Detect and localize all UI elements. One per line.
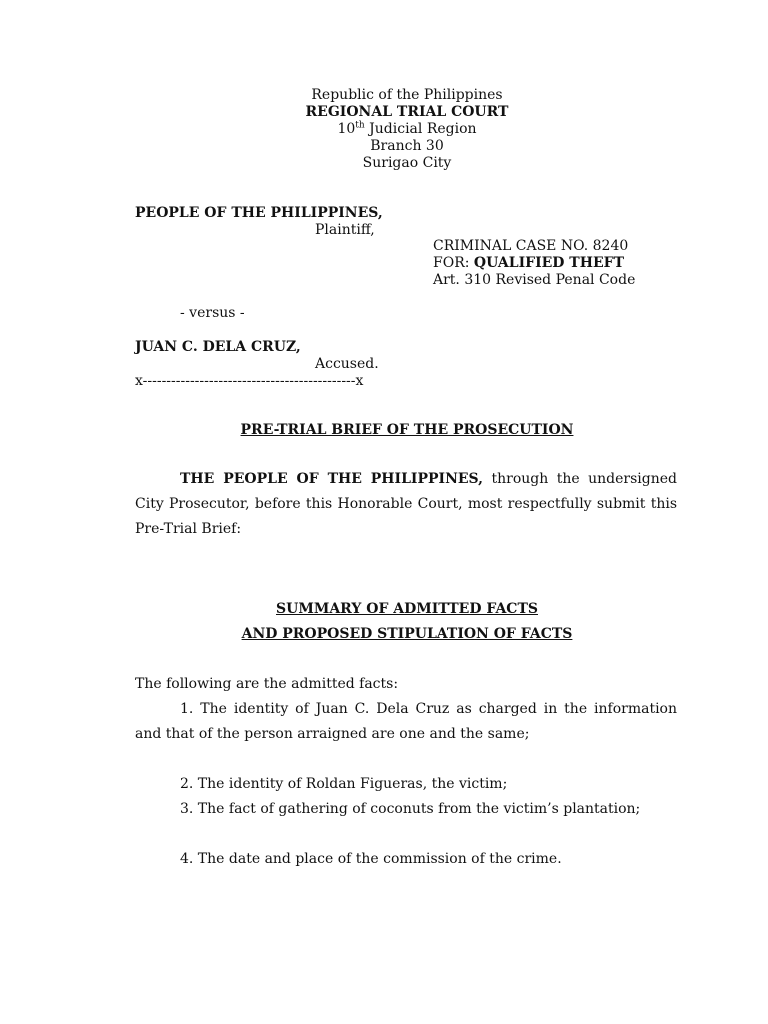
fact-item-3: 3. The fact of gathering of coconuts from the victim’s plantation; — [180, 801, 641, 817]
plaintiff-name: PEOPLE OF THE PHILIPPINES, — [135, 205, 383, 221]
fact-item-2: 2. The identity of Roldan Figueras, the victim; — [180, 776, 508, 792]
intro-paragraph — [135, 467, 677, 542]
intro-text: through the undersigned City Prosecutor, before this Honorable Court, most respectfully submit this Pre-Trial Brief: — [135, 471, 678, 537]
document-title: PRE-TRIAL BRIEF OF THE PROSECUTION — [240, 422, 574, 438]
region-superscript: th — [355, 120, 365, 131]
caption-separator: x---------------------------------------------x — [135, 373, 364, 389]
for-label: FOR: — [433, 255, 474, 271]
header-region — [0, 121, 768, 138]
facts-lead: The following are the admitted facts: — [135, 676, 399, 692]
fact-item-1: 1. The identity of Juan C. Dela Cruz as charged in the information and that of the person arraigned are one and the same; — [135, 701, 677, 742]
intro-bold-lead: THE PEOPLE OF THE PHILIPPINES, — [180, 471, 484, 487]
accused-role: Accused. — [315, 356, 379, 372]
header-city: Surigao City — [362, 155, 452, 171]
region-number: 10 — [337, 121, 356, 137]
region-text: Judicial Region — [364, 121, 477, 137]
fact-item-4: 4. The date and place of the commission of the crime. — [180, 851, 562, 867]
case-offense — [433, 255, 624, 272]
header-court: REGIONAL TRIAL COURT — [305, 104, 509, 120]
versus: - versus - — [180, 305, 245, 321]
offense-name: QUALIFIED THEFT — [473, 255, 624, 271]
header-republic: Republic of the Philippines — [311, 87, 503, 103]
case-article: Art. 310 Revised Penal Code — [433, 272, 636, 288]
accused-name: JUAN C. DELA CRUZ, — [135, 339, 301, 355]
plaintiff-role: Plaintiff, — [315, 222, 375, 238]
section-heading-line1: SUMMARY OF ADMITTED FACTS — [276, 601, 538, 617]
header-branch: Branch 30 — [370, 138, 444, 154]
section-heading-line2: AND PROPOSED STIPULATION OF FACTS — [241, 626, 573, 642]
case-number: CRIMINAL CASE NO. 8240 — [433, 238, 629, 254]
